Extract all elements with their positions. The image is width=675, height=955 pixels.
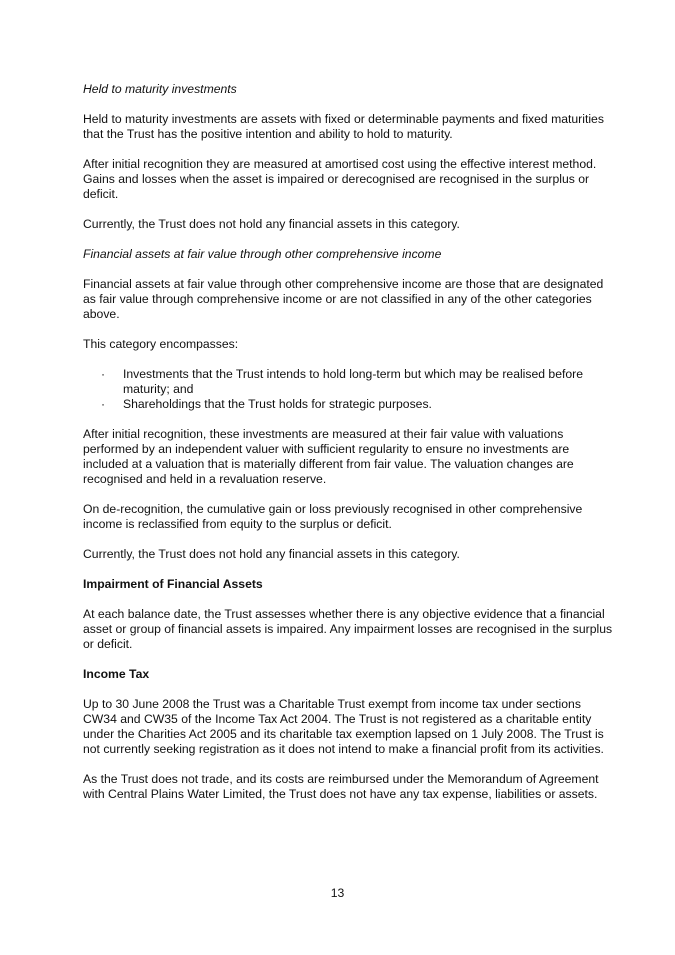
held-to-maturity-definition: Held to maturity investments are assets with fixed or determinable payments and fixed maturities that the Trust has the positive intention and ability to hold to maturity. [83, 112, 604, 141]
impairment-paragraph: At each balance date, the Trust assesses whether there is any objective evidence that a financial asset or group of financial assets is impaired. Any impairment losses are recognised in the surplus or deficit. [83, 607, 613, 651]
fair-value-definition: Financial assets at fair value through other comprehensive income are those that are designated as fair value through comprehensive income or are not classified in any of the other categories above. [83, 277, 604, 321]
held-to-maturity-status: Currently, the Trust does not hold any financial assets in this category. [83, 217, 460, 231]
document-body [83, 82, 613, 817]
bullet-text: Shareholdings that the Trust holds for strategic purposes. [123, 397, 432, 411]
fair-value-measurement: After initial recognition, these investments are measured at their fair value with valuations performed by an independent valuer with sufficient regularity to ensure no investments are included at a valuation that is materially different from fair value. The valuation changes are recognised and held in a revaluation reserve. [83, 427, 574, 486]
impairment-heading: Impairment of Financial Assets [83, 577, 263, 591]
bullet-item [83, 367, 613, 397]
fair-value-heading: Financial assets at fair value through other comprehensive income [83, 247, 442, 261]
fair-value-encompasses: This category encompasses: [83, 337, 239, 351]
bullet-text: Investments that the Trust intends to hold long-term but which may be realised before maturity; and [123, 367, 583, 396]
income-tax-history: Up to 30 June 2008 the Trust was a Charitable Trust exempt from income tax under sections CW34 and CW35 of the Income Tax Act 2004. The Trust is not registered as a charitable entity under the Charities Act 2005 and its charitable tax exemption lapsed on 1 July 2008. The Trust is not currently seeking registration as it does not intend to make a financial profit from its activities. [83, 697, 604, 756]
fair-value-status: Currently, the Trust does not hold any financial assets in this category. [83, 547, 460, 561]
income-tax-heading: Income Tax [83, 667, 150, 681]
bullet-dot: · [101, 397, 106, 411]
bullet-dot: · [101, 367, 106, 381]
income-tax-status: As the Trust does not trade, and its costs are reimbursed under the Memorandum of Agreement with Central Plains Water Limited, the Trust does not have any tax expense, liabilities or assets. [83, 772, 599, 801]
page-number: 13 [330, 886, 345, 900]
bullet-item [83, 397, 613, 412]
held-to-maturity-heading: Held to maturity investments [83, 82, 237, 96]
fair-value-bullet-list [83, 367, 613, 412]
held-to-maturity-measurement: After initial recognition they are measured at amortised cost using the effective interest method. Gains and losses when the asset is impaired or derecognised are recognised in the surplus or deficit. [83, 157, 597, 201]
fair-value-derecognition: On de-recognition, the cumulative gain or loss previously recognised in other comprehensive income is reclassified from equity to the surplus or deficit. [83, 502, 583, 531]
